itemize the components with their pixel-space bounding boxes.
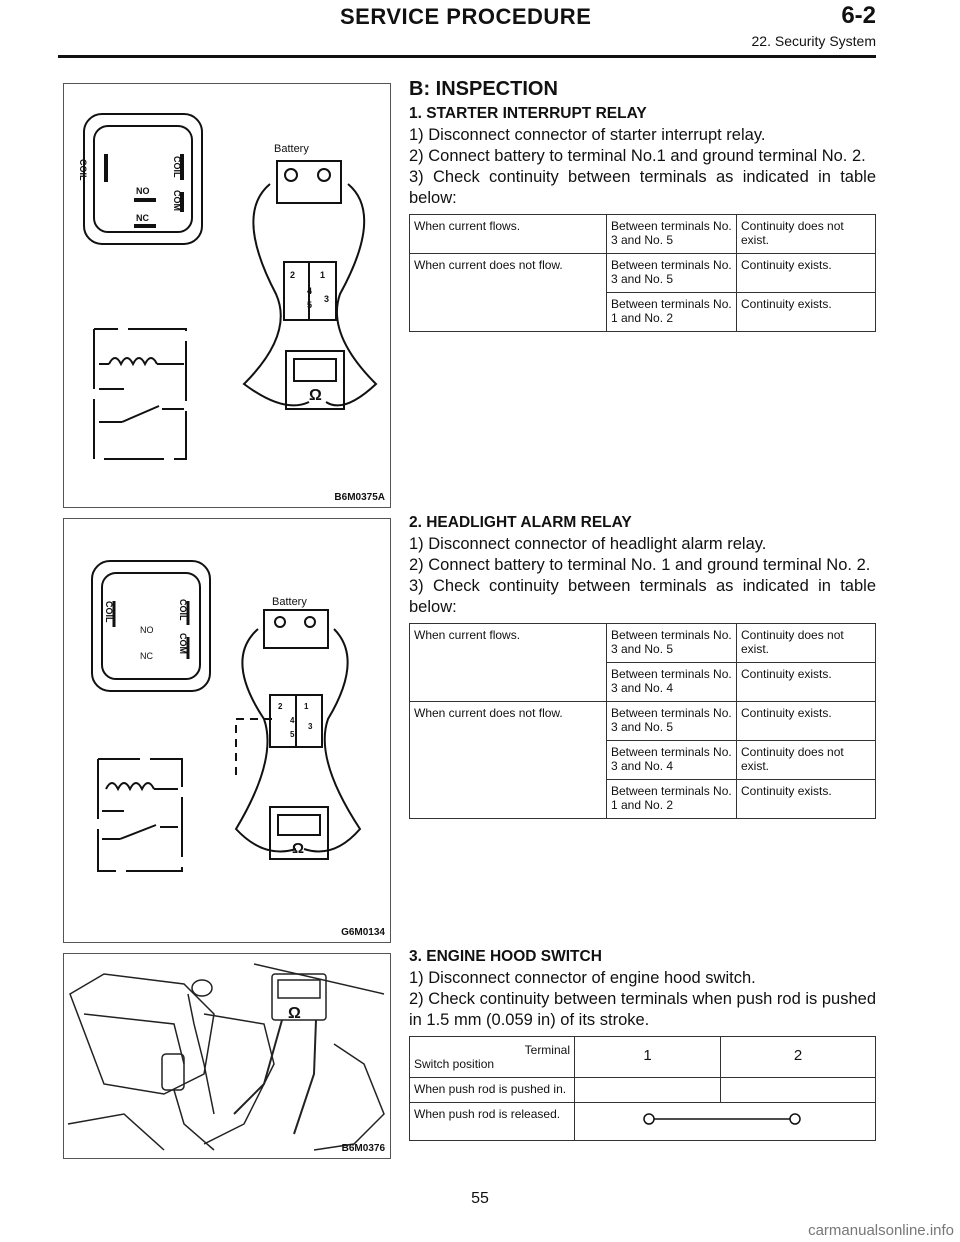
subsection-title: 22. Security System — [751, 33, 876, 49]
terminal-header: 1 — [575, 1037, 721, 1078]
table-row — [410, 1078, 876, 1103]
terminal-3-label: 3 — [308, 722, 313, 731]
page-number: 55 — [471, 1190, 489, 1207]
step-text: 1) Disconnect connector of headlight alarm relay. — [409, 535, 767, 553]
table-cell: Continuity does not exist. — [737, 741, 876, 780]
table-cell: Between terminals No. 1 and No. 2 — [607, 293, 737, 332]
table-cell: Continuity exists. — [737, 702, 876, 741]
continuity-symbol — [575, 1103, 875, 1137]
ohm-symbol: Ω — [309, 387, 322, 404]
table-cell: Continuity exists. — [737, 254, 876, 293]
table-cell: When push rod is pushed in. — [410, 1078, 575, 1103]
headlight-relay-diagram — [64, 519, 390, 942]
watermark: carmanualsonline.info — [808, 1222, 954, 1239]
corner-top: Terminal — [524, 1043, 570, 1057]
table-row — [410, 254, 876, 293]
table-cell — [575, 1078, 721, 1103]
subsection-heading: 3. ENGINE HOOD SWITCH — [409, 948, 602, 965]
nc-label: NC — [140, 651, 153, 661]
header-rule — [58, 55, 876, 58]
table-cell: Between terminals No. 3 and No. 5 — [607, 624, 737, 663]
figure-caption: G6M0134 — [341, 927, 385, 938]
header-title: SERVICE PROCEDURE — [340, 4, 592, 29]
table-cell: When current does not flow. — [410, 254, 607, 332]
table-row — [410, 215, 876, 254]
hood-switch-photo — [64, 954, 390, 1158]
no-label: NO — [140, 625, 154, 635]
terminal-2-label: 2 — [290, 270, 296, 280]
table-cell: When current does not flow. — [410, 702, 607, 819]
table-cell: Between terminals No. 3 and No. 5 — [607, 215, 737, 254]
com-label: COM — [172, 190, 182, 211]
table-cell: Between terminals No. 1 and No. 2 — [607, 780, 737, 819]
step-text: 2) Check continuity between terminals when push rod is pushed in 1.5 mm (0.059 in) of its stroke. — [409, 990, 876, 1029]
table-cell: When current flows. — [410, 215, 607, 254]
coil-label-right: COIL — [172, 156, 182, 178]
table-cell: Between terminals No. 3 and No. 5 — [607, 254, 737, 293]
terminal-2-label: 2 — [278, 702, 283, 711]
subsection-heading: 1. STARTER INTERRUPT RELAY — [409, 105, 647, 122]
corner-bottom: Switch position — [414, 1057, 495, 1071]
battery-label: Battery — [272, 596, 307, 608]
nc-label: NC — [136, 213, 149, 223]
continuity-table — [409, 214, 876, 332]
table-cell: Continuity does not exist. — [737, 624, 876, 663]
table-cell: Between terminals No. 3 and No. 4 — [607, 663, 737, 702]
table-row — [410, 1103, 876, 1141]
continuity-table — [409, 623, 876, 819]
step-text: 3) Check continuity between terminals as indicated in table below: — [409, 168, 876, 207]
figure-starter-relay — [63, 83, 391, 508]
section-heading: B: INSPECTION — [409, 78, 558, 100]
figure-hood-switch — [63, 953, 391, 1159]
coil-label-left: COIL — [78, 159, 88, 181]
terminal-4-label: 4 — [290, 716, 295, 725]
table-cell: Continuity exists. — [737, 663, 876, 702]
coil-label-right: COIL — [178, 599, 188, 621]
table-cell: Continuity exists. — [737, 780, 876, 819]
continuity-symbol-cell — [575, 1103, 876, 1141]
terminal-5-label: 5 — [307, 300, 313, 310]
figure-headlight-relay — [63, 518, 391, 943]
table-row — [410, 1037, 876, 1078]
step-text: 2) Connect battery to terminal No.1 and ground terminal No. 2. — [409, 147, 866, 165]
section-hood-switch — [409, 948, 876, 1141]
table-cell — [721, 1078, 876, 1103]
starter-relay-diagram — [64, 84, 390, 507]
terminal-3-label: 3 — [324, 294, 330, 304]
figure-caption: B6M0376 — [341, 1143, 385, 1154]
table-cell: Continuity exists. — [737, 293, 876, 332]
terminal-4-label: 4 — [307, 286, 313, 296]
table-row — [410, 624, 876, 663]
subsection-heading: 2. HEADLIGHT ALARM RELAY — [409, 514, 632, 531]
table-cell: When push rod is released. — [410, 1103, 575, 1141]
terminal-1-label: 1 — [320, 270, 326, 280]
table-row — [410, 702, 876, 741]
terminal-header: 2 — [721, 1037, 876, 1078]
terminal-1-label: 1 — [304, 702, 309, 711]
section-starter-relay — [409, 78, 876, 332]
coil-label-left: COIL — [104, 601, 114, 623]
table-cell: Between terminals No. 3 and No. 5 — [607, 702, 737, 741]
table-cell: Continuity does not exist. — [737, 215, 876, 254]
step-text: 2) Connect battery to terminal No. 1 and ground terminal No. 2. — [409, 556, 871, 574]
figure-caption: B6M0375A — [334, 492, 385, 503]
no-label: NO — [136, 186, 150, 196]
com-label: COM — [178, 633, 188, 654]
table-corner-cell — [410, 1037, 575, 1078]
battery-label: Battery — [274, 143, 309, 155]
step-text: 1) Disconnect connector of starter interrupt relay. — [409, 126, 766, 144]
table-cell: Between terminals No. 3 and No. 4 — [607, 741, 737, 780]
step-text: 1) Disconnect connector of engine hood switch. — [409, 969, 756, 987]
switch-continuity-table — [409, 1036, 876, 1141]
terminal-5-label: 5 — [290, 730, 295, 739]
ohm-symbol: Ω — [288, 1005, 301, 1022]
table-cell: When current flows. — [410, 624, 607, 702]
section-headlight-relay — [409, 514, 876, 819]
section-number: 6-2 — [841, 2, 876, 29]
step-text: 3) Check continuity between terminals as indicated in table below: — [409, 577, 876, 616]
ohm-symbol: Ω — [292, 840, 305, 857]
